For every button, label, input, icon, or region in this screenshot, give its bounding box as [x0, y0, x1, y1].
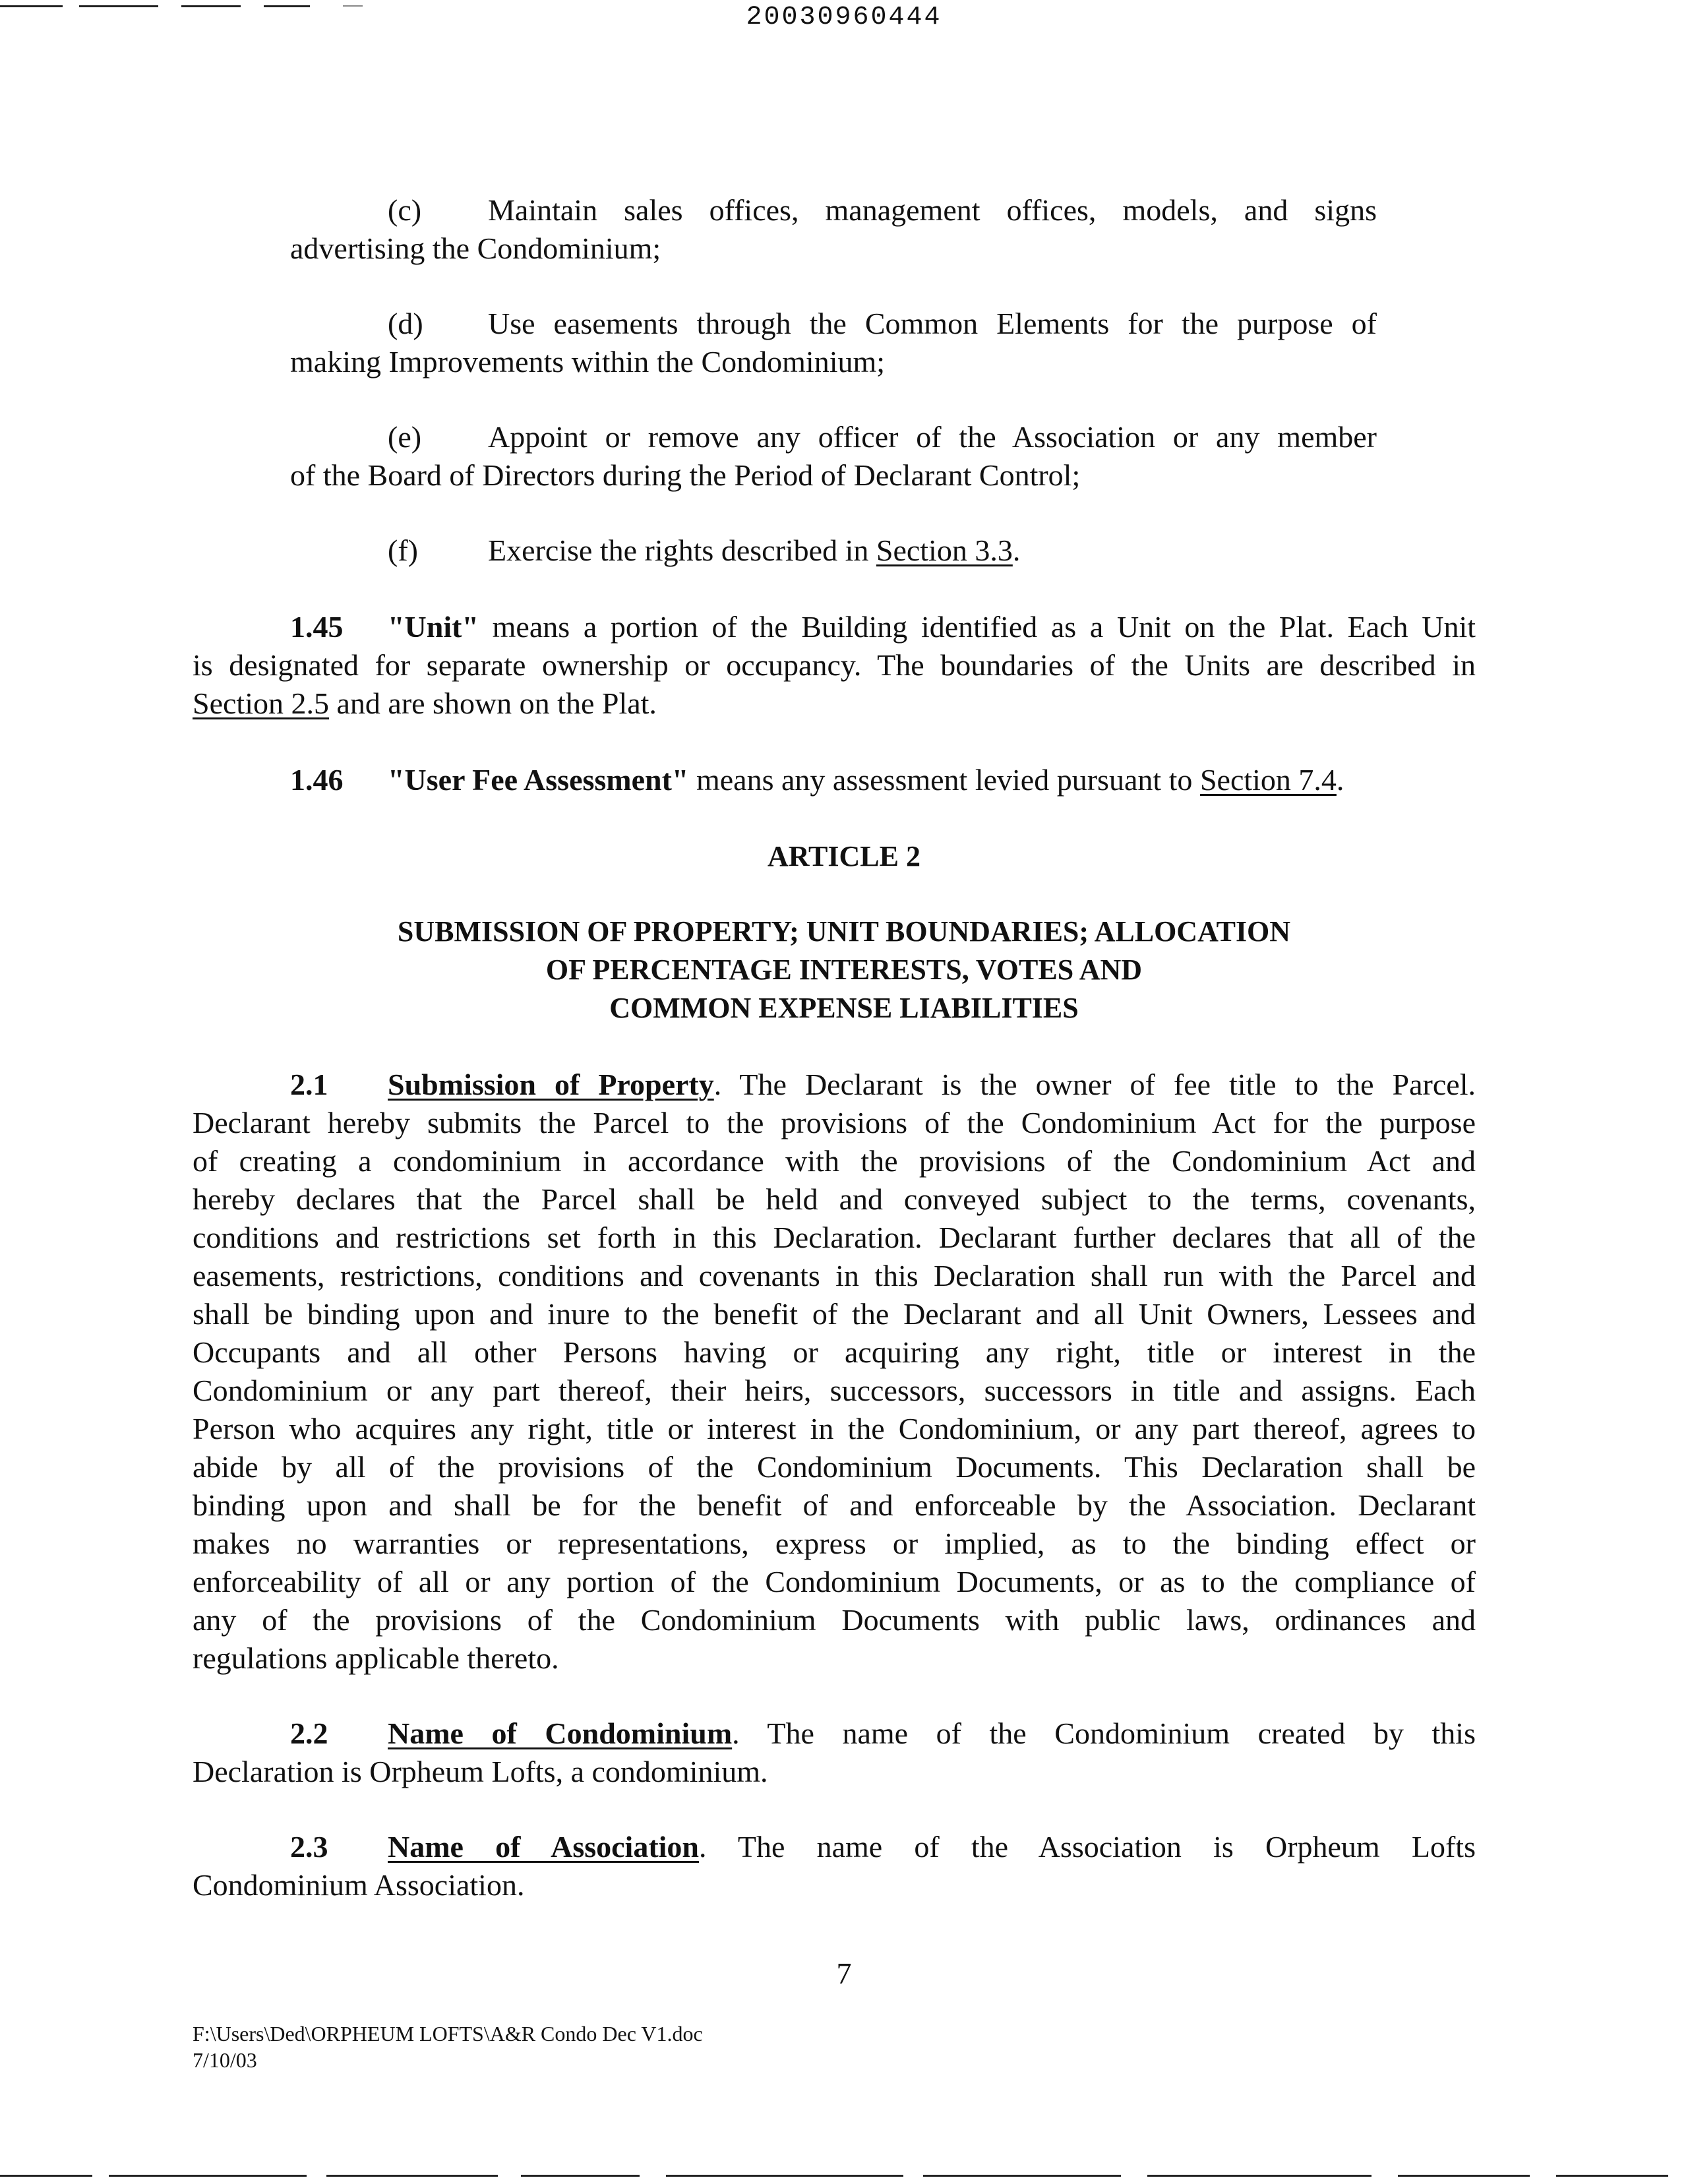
section-number: 1.46 [290, 763, 344, 797]
list-item-text: Use easements through the Common Elements for the purpose of [488, 307, 1377, 340]
article-heading: ARTICLE 2 [768, 840, 920, 872]
definition-text: means any assessment levied pursuant to [688, 763, 1200, 797]
section-line: Condominium or any part thereof, their heirs, successors, successors in title and assigns. Each [193, 1374, 1476, 1407]
section-line: binding upon and shall be for the benefit of and enforceable by the Association. Declarant [193, 1488, 1476, 1522]
section-line: shall be binding upon and inure to the benefit of the Declarant and all Unit Owners, Lessees and [193, 1297, 1476, 1331]
section-first-line [388, 1714, 1476, 1753]
list-item-label: (f) [388, 533, 418, 567]
section-line: abide by all of the provisions of the Condominium Documents. This Declaration shall be [193, 1450, 1476, 1484]
section-title: Name of Association [388, 1830, 700, 1864]
footer-file-path: F:\Users\Ded\ORPHEUM LOFTS\A&R Condo Dec V1.doc [193, 2022, 703, 2046]
section-line: enforceability of all or any portion of the Condominium Documents, or as to the compliance of [193, 1565, 1476, 1598]
section-reference-link: Section 3.3 [876, 533, 1013, 567]
section-title: Name of Condominium [388, 1716, 733, 1750]
list-item-label: (c) [388, 193, 422, 227]
section-number: 1.45 [290, 610, 344, 644]
scan-artifact-line [0, 2175, 92, 2177]
list-item-text-before: Exercise the rights described in [488, 533, 876, 567]
definition-text-end: . [1336, 763, 1344, 797]
footer-date: 7/10/03 [193, 2048, 257, 2072]
article-title-line: SUBMISSION OF PROPERTY; UNIT BOUNDARIES; ALLOCATION [397, 915, 1291, 948]
article-title-line: COMMON EXPENSE LIABILITIES [609, 992, 1079, 1024]
section-line: Declarant hereby submits the Parcel to the provisions of the Condominium Act for the purpose [193, 1106, 1476, 1139]
document-number: 20030960444 [746, 3, 942, 32]
section-number: 2.2 [290, 1716, 328, 1750]
list-item-label: (e) [388, 420, 422, 454]
definition-first-line [388, 608, 1476, 646]
definition-text: and are shown on the Plat. [328, 686, 657, 720]
section-line: of creating a condominium in accordance with the provisions of the Condominium Act and [193, 1144, 1476, 1178]
list-item-text-continued: of the Board of Directors during the Period of Declarant Control; [290, 458, 1081, 492]
scan-artifact-line [326, 2175, 498, 2177]
section-line-last: Condominium Association. [193, 1868, 525, 1902]
section-line: any of the provisions of the Condominium Documents with public laws, ordinances and [193, 1603, 1476, 1637]
section-line: Occupants and all other Persons having or acquiring any right, title or interest in the [193, 1335, 1476, 1369]
definition-line [193, 684, 657, 723]
list-item-label: (d) [388, 307, 423, 340]
list-item-text-continued: advertising the Condominium; [290, 231, 661, 265]
section-line-last: Declaration is Orpheum Lofts, a condominium. [193, 1755, 768, 1788]
section-reference-link: Section 7.4 [1199, 763, 1337, 797]
section-line: conditions and restrictions set forth in this Declaration. Declarant further declares that all of the [193, 1221, 1476, 1254]
scan-artifact-line [666, 2175, 903, 2177]
section-text: . The name of the Association is Orpheum Lofts [699, 1830, 1476, 1864]
scan-artifact-line [1147, 2175, 1372, 2177]
section-reference-link: Section 2.5 [193, 686, 329, 720]
section-text: . The Declarant is the owner of fee title to the Parcel. [713, 1068, 1476, 1101]
list-item-text: Appoint or remove any officer of the Association or any member [488, 420, 1377, 454]
list-item-text-after: . [1012, 533, 1021, 567]
defined-term: "Unit" [388, 610, 479, 644]
section-line-last: regulations applicable thereto. [193, 1641, 559, 1675]
definition-line: is designated for separate ownership or occupancy. The boundaries of the Units are described in [193, 648, 1476, 682]
scan-artifact-line [109, 2175, 307, 2177]
section-text: . The name of the Condominium created by this [732, 1716, 1476, 1750]
scan-artifact-line [1556, 2175, 1668, 2177]
section-line: makes no warranties or representations, express or implied, as to the binding effect or [193, 1527, 1476, 1560]
section-number: 2.1 [290, 1068, 328, 1101]
section-title: Submission of Property [388, 1068, 714, 1101]
scan-artifact-line [521, 2175, 640, 2177]
section-line: hereby declares that the Parcel shall be held and conveyed subject to the terms, covenants, [193, 1182, 1476, 1216]
section-first-line [388, 1066, 1476, 1104]
definition-line [388, 761, 1344, 799]
section-line: easements, restrictions, conditions and covenants in this Declaration shall run with the Parcel and [193, 1259, 1476, 1292]
scan-artifact-line [923, 2175, 1121, 2177]
page-number: 7 [836, 1957, 852, 1990]
list-item-text-continued: making Improvements within the Condominium; [290, 345, 886, 379]
definition-text: means a portion of the Building identified as a Unit on the Plat. Each Unit [478, 610, 1476, 644]
list-item-text [488, 531, 1020, 570]
article-title-line: OF PERCENTAGE INTERESTS, VOTES AND [545, 954, 1143, 986]
scan-artifact-line [1398, 2175, 1530, 2177]
section-first-line [388, 1828, 1476, 1866]
section-number: 2.3 [290, 1830, 328, 1864]
list-item-text: Maintain sales offices, management offices, models, and signs [488, 193, 1377, 227]
defined-term: "User Fee Assessment" [388, 763, 689, 797]
section-line: Person who acquires any right, title or interest in the Condominium, or any part thereof, agrees to [193, 1412, 1476, 1445]
